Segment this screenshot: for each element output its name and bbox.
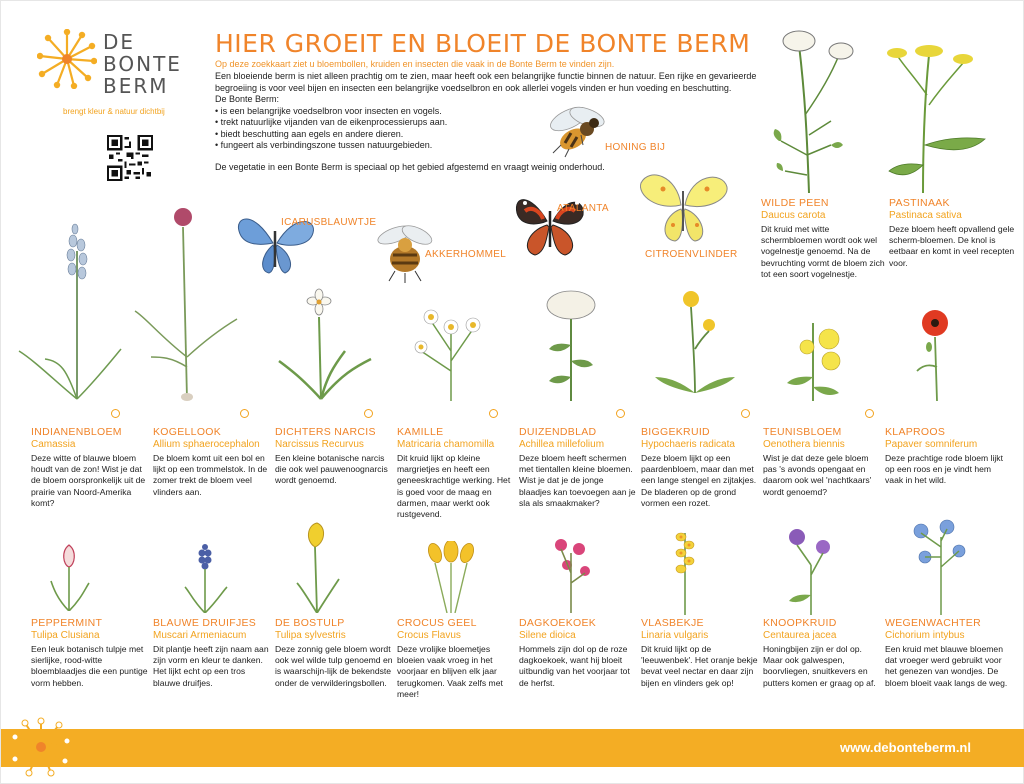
- locator-circle-icon: [364, 409, 373, 418]
- intro-bullet-list: [215, 106, 765, 152]
- plant-name: BLAUWE DRUIFJES: [153, 617, 257, 629]
- plant-description: Wist je dat deze gele bloem pas 's avonds opengaat en daarom ook wel 'nachtkaars' wordt genoemd?: [763, 453, 872, 497]
- plant-card-duizendblad: [519, 426, 637, 509]
- wild-carrot-illustration: [759, 15, 869, 195]
- plant-name: DUIZENDBLAD: [519, 426, 597, 438]
- intro-list-title: De Bonte Berm:: [215, 94, 280, 104]
- intro-closing: De vegetatie in een Bonte Berm is speciaal op het gebied afgestemd en vraagt weinig onderhoud.: [215, 161, 605, 172]
- plant-card-kogellook: [153, 426, 271, 498]
- plant-description: Deze vrolijke bloemetjes bloeien vaak vroeg in het voorjaar en blijven elk jaar terugkomen. Vaak zelfs met meer!: [397, 644, 503, 699]
- poppy-illustration: [907, 307, 967, 401]
- locator-circle-icon: [489, 409, 498, 418]
- plant-description: Deze witte of blauwe bloem houdt van de zon! Wist je dat de bloem oorspronkelijk uit de prairie van Noord-Amerika komt?: [31, 453, 146, 508]
- plant-latin-name: Centaurea jacea: [763, 630, 837, 641]
- parsnip-illustration: [883, 35, 993, 195]
- intro-paragraph: Een bloeiende berm is niet alleen prachtig om te zien, maar heeft ook een belangrijke functie binnen de natuur. Een rijke en gevarieerde begroeiing is voor veel bijen en insecten een belangrijke voedselbron en ook allerlei vogels vinden er hun voeding en beschutting.: [215, 71, 757, 93]
- red-admiral-butterfly-icon: [513, 191, 589, 261]
- plant-latin-name: Matricaria chamomilla: [397, 439, 495, 450]
- narcissus-illustration: [271, 287, 381, 401]
- brand-line-1: DE: [103, 30, 136, 54]
- plant-card-wegenwachter: [885, 617, 1011, 689]
- plant-description: Dit kruid met witte schermbloemen wordt ook wel vogelnestje genoemd. Na de bevruchting vormt de bloem zich tot een soort vogelnestje.: [761, 224, 885, 279]
- plant-latin-name: Crocus Flavus: [397, 630, 461, 641]
- plant-name: CROCUS GEEL: [397, 617, 477, 629]
- camassia-illustration: [15, 211, 125, 401]
- brimstone-label: CITROENVLINDER: [645, 249, 738, 260]
- locator-circle-icon: [240, 409, 249, 418]
- brand-line-2: BONTE: [103, 52, 182, 76]
- plant-card-vlasbekje: [641, 617, 759, 689]
- plant-name: DICHTERS NARCIS: [275, 426, 376, 438]
- evening-primrose-illustration: [777, 317, 867, 401]
- toadflax-illustration: [665, 527, 705, 615]
- brand-line-3: BERM: [103, 74, 169, 98]
- plant-latin-name: Oenothera biennis: [763, 439, 845, 450]
- intro-bullet: • trekt natuurlijke vijanden van de eikenprocessierups aan.: [215, 117, 765, 129]
- plant-latin-name: Tulipa sylvestris: [275, 630, 346, 641]
- bumblebee-label: AKKERHOMMEL: [425, 249, 507, 260]
- logo: [37, 29, 217, 119]
- plant-description: Een kruid met blauwe bloemen dat vroeger werd gebruikt voor het genezen van wondjes. De bloem bloeit vaak langs de weg.: [885, 644, 1008, 688]
- plant-description: Dit kruid lijkt op kleine margrietjes en heeft een geneeskrachtige werking. Het is goed voor de maag en darmen, maar werkt ook rustgevend.: [397, 453, 511, 520]
- brand-tagline: brengt kleur & natuur dichtbij: [63, 107, 165, 116]
- plant-card-blauwe-druifjes: [153, 617, 271, 689]
- plant-name: BIGGEKRUID: [641, 426, 710, 438]
- plant-description: Dit plantje heeft zijn naam aan zijn vorm en kleur te danken. Het lijkt echt op een tros blauwe druifjes.: [153, 644, 269, 688]
- plant-card-indianenbloem: [31, 426, 149, 509]
- plant-latin-name: Linaria vulgaris: [641, 630, 709, 641]
- plant-name: KOGELLOOK: [153, 426, 222, 438]
- brimstone-butterfly-icon: [637, 165, 733, 245]
- plant-name: WEGENWACHTER: [885, 617, 981, 629]
- plant-description: Dit kruid lijkt op de 'leeuwenbek'. Het oranje bekje bevat veel nectar en daar zijn bijen en vlinders gek op!: [641, 644, 758, 688]
- wild-tulip-illustration: [287, 517, 347, 613]
- locator-circle-icon: [111, 409, 120, 418]
- red-admiral-label: ATALANTA: [557, 203, 609, 214]
- honey-bee-label: HONING BIJ: [605, 142, 666, 153]
- plant-description: Deze prachtige rode bloem lijkt op een roos en je vindt hem vaak in het wild.: [885, 453, 1003, 486]
- plant-latin-name: Camassia: [31, 439, 76, 450]
- plant-card-dichters-narcis: [275, 426, 393, 487]
- chicory-illustration: [901, 517, 981, 615]
- plant-name: INDIANENBLOEM: [31, 426, 122, 438]
- plant-name: KAMILLE: [397, 426, 444, 438]
- cats-ear-illustration: [651, 289, 741, 401]
- red-campion-illustration: [541, 533, 601, 613]
- plant-description: Hommels zijn dol op de roze dagkoekoek, want hij bloeit uitbundig van het voorjaar tot de herfst.: [519, 644, 630, 688]
- plant-card-de-bostulp: [275, 617, 393, 689]
- page-subtitle: Op deze zoekkaart ziet u bloembollen, kruiden en insecten die vaak in de Bonte Berm te vinden zijn.: [215, 59, 615, 69]
- plant-latin-name: Silene dioica: [519, 630, 576, 641]
- plant-latin-name: Achillea millefolium: [519, 439, 605, 450]
- intro-bullet: • fungeert als verbindingszone tussen natuurgebieden.: [215, 140, 765, 152]
- plant-card-wilde-peen: [761, 197, 885, 280]
- plant-name: TEUNISBLOEM: [763, 426, 842, 438]
- plant-description: Deze bloem heeft opvallend gele scherm-bloemen. De knol is eetbaar en komt in veel recepten voor.: [889, 224, 1015, 268]
- plant-description: Deze bloem lijkt op een paardenbloem, maar dan met een lange stengel en zijtakjes. De bladeren op de grond vormen een rozet.: [641, 453, 757, 508]
- plant-card-biggekruid: [641, 426, 759, 509]
- plant-card-peppermint: [31, 617, 149, 689]
- plant-description: Een kleine botanische narcis die ook wel pauwenoognarcis wordt genoemd.: [275, 453, 388, 486]
- locator-circle-icon: [865, 409, 874, 418]
- round-headed-leek-illustration: [131, 207, 241, 401]
- plant-card-teunisbloem: [763, 426, 881, 498]
- website-link[interactable]: www.debonteberm.nl: [840, 740, 971, 755]
- plant-latin-name: Muscari Armeniacum: [153, 630, 247, 641]
- locator-circle-icon: [616, 409, 625, 418]
- plant-latin-name: Tulipa Clusiana: [31, 630, 100, 641]
- locator-circle-icon: [741, 409, 750, 418]
- plant-description: De bloem komt uit een bol en lijkt op een trommelstok. In de zomer trekt de bloem veel vlinders aan.: [153, 453, 268, 497]
- plant-name: WILDE PEEN: [761, 197, 829, 209]
- plant-card-crocus-geel: [397, 617, 515, 700]
- plant-name: PASTINAAK: [889, 197, 950, 209]
- plant-latin-name: Hypochaeris radicata: [641, 439, 735, 450]
- plant-latin-name: Allium sphaerocephalon: [153, 439, 260, 450]
- plant-card-pastinaak: [889, 197, 1015, 269]
- plant-latin-name: Daucus carota: [761, 210, 826, 221]
- sunflower-footer-icon: [11, 717, 71, 777]
- honey-bee-icon: [541, 101, 611, 159]
- plant-description: Een leuk botanisch tulpje met sierlijke, rood-witte bloemblaadjes die een puntige vorm hebben.: [31, 644, 148, 688]
- brand-name: [103, 31, 182, 97]
- plant-latin-name: Papaver somniferum: [885, 439, 978, 450]
- qr-code-icon[interactable]: [107, 135, 153, 181]
- common-blue-label: ICARUSBLAUWTJE: [281, 217, 377, 228]
- plant-card-klaproos: [885, 426, 1011, 487]
- intro-bullet: • biedt beschutting aan egels en andere dieren.: [215, 129, 765, 141]
- plant-name: PEPPERMINT: [31, 617, 103, 629]
- yellow-crocus-illustration: [421, 541, 481, 613]
- plant-description: Deze zonnig gele bloem wordt ook wel wilde tulp genoemd en is waarschijn-lijk de bekendste onder de verwilderingsbollen.: [275, 644, 393, 688]
- plant-name: DAGKOEKOEK: [519, 617, 597, 629]
- plant-latin-name: Cichorium intybus: [885, 630, 965, 641]
- plant-card-kamille: [397, 426, 515, 520]
- plant-name: KNOOPKRUID: [763, 617, 837, 629]
- plant-name: KLAPROOS: [885, 426, 946, 438]
- plant-name: DE BOSTULP: [275, 617, 345, 629]
- peppermint-tulip-illustration: [45, 541, 95, 611]
- plant-latin-name: Pastinaca sativa: [889, 210, 962, 221]
- grape-hyacinth-illustration: [181, 541, 231, 613]
- intro-text: [215, 71, 765, 173]
- knapweed-illustration: [777, 525, 847, 615]
- plant-description: Honingbijen zijn er dol op. Maar ook galwespen, boorvliegen, snuitkevers en putters komen er graag op af.: [763, 644, 876, 688]
- plant-latin-name: Narcissus Recurvus: [275, 439, 364, 450]
- chamomile-illustration: [401, 291, 501, 401]
- plant-card-dagkoekoek: [519, 617, 637, 689]
- plant-description: Deze bloem heeft schermen met tientallen kleine bloemen. Wist je dat je de jonge blaadjes kan toevoegen aan je sla als smaakmaker?: [519, 453, 636, 508]
- intro-bullet: • is een belangrijke voedselbron voor insecten en vogels.: [215, 106, 765, 118]
- plant-name: VLASBEKJE: [641, 617, 704, 629]
- yarrow-illustration: [521, 285, 621, 401]
- sunflower-logo-icon: [37, 29, 97, 89]
- page-title: HIER GROEIT EN BLOEIT DE BONTE BERM: [215, 29, 751, 58]
- plant-card-knoopkruid: [763, 617, 881, 689]
